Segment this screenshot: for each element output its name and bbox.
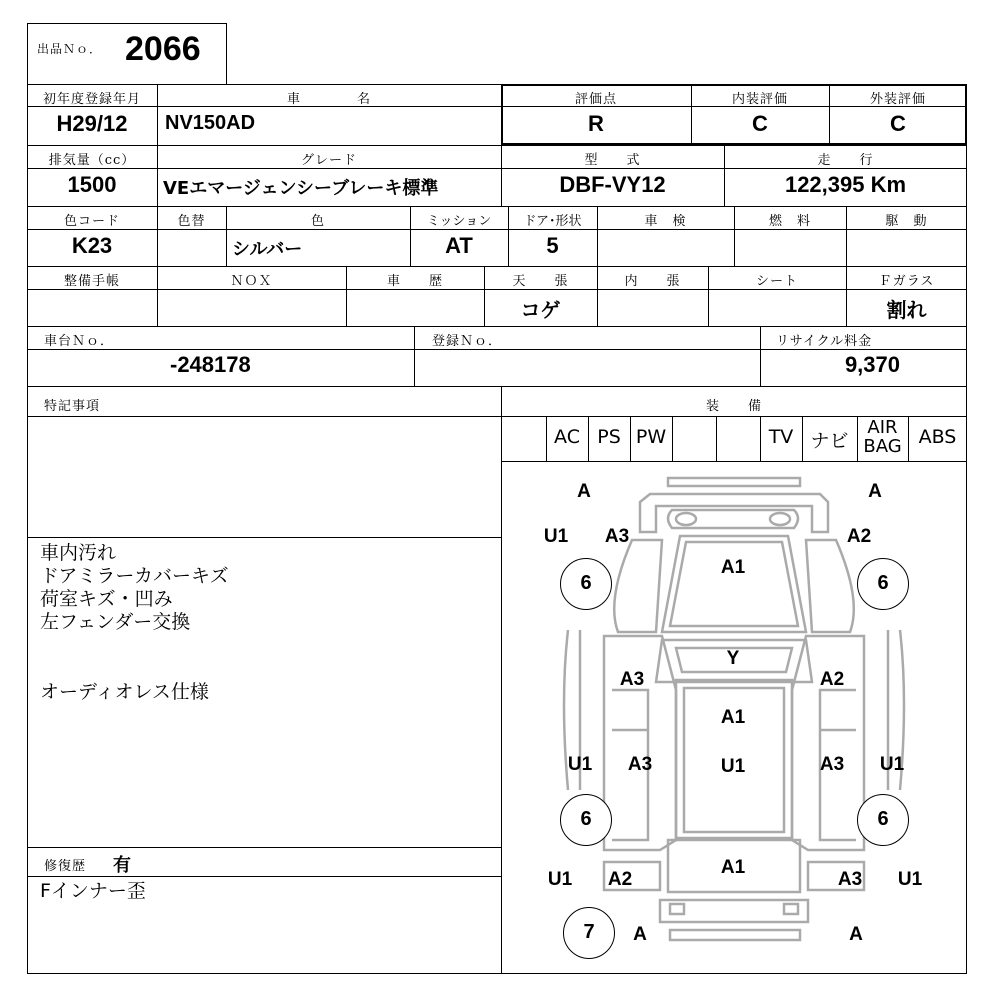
wheel-rear-right: 6 bbox=[857, 794, 909, 846]
seat-label: シート bbox=[755, 274, 798, 289]
color-label: 色 bbox=[310, 214, 325, 229]
recycle-label: リサイクル料金 bbox=[776, 334, 873, 349]
equipment-item-tv: TV bbox=[768, 426, 794, 448]
color-value: シルバー bbox=[232, 239, 303, 260]
color-code-value: K23 bbox=[71, 233, 113, 258]
equipment-item-abs: ABS bbox=[918, 426, 957, 448]
wheel-front-right: 6 bbox=[857, 558, 909, 610]
ceiling-label: 天 張 bbox=[512, 274, 569, 289]
grade-label: グレード bbox=[300, 153, 357, 168]
damage-mark: A1 bbox=[720, 707, 746, 728]
first-reg-value: H29/12 bbox=[56, 111, 128, 136]
car-name-label: 車 名 bbox=[286, 92, 371, 107]
remark-line: 左フェンダー交換 bbox=[40, 611, 191, 633]
interior-label: 内装評価 bbox=[731, 92, 788, 107]
mileage-value: 122,395 Km bbox=[784, 172, 907, 197]
history-label: 車 歴 bbox=[386, 274, 443, 289]
glass-value: 割れ bbox=[886, 298, 927, 322]
mission-value: AT bbox=[445, 233, 473, 258]
damage-mark: A2 bbox=[846, 526, 872, 547]
damage-mark: U1 bbox=[897, 869, 923, 890]
mission-label: ミッション bbox=[426, 214, 492, 229]
doors-value: 5 bbox=[546, 233, 559, 258]
damage-mark: A bbox=[868, 481, 882, 502]
damage-mark: A bbox=[577, 481, 591, 502]
ceiling-value: コゲ bbox=[520, 298, 561, 322]
damage-mark: A3 bbox=[627, 754, 653, 775]
grade-value: VEエマージェンシーブレーキ標準 bbox=[163, 178, 439, 199]
doors-label: ドア･形状 bbox=[523, 214, 582, 229]
damage-mark: A3 bbox=[837, 869, 863, 890]
remarks-label: 特記事項 bbox=[44, 399, 101, 414]
repair-value: 有 bbox=[113, 855, 131, 876]
glass-label: Ｆガラス bbox=[878, 274, 935, 289]
damage-mark: U1 bbox=[547, 869, 573, 890]
damage-mark: A1 bbox=[720, 557, 746, 578]
displacement-label: 排気量（cc） bbox=[48, 153, 136, 168]
remark-line: ドアミラーカバーキズ bbox=[40, 565, 229, 587]
damage-mark: A2 bbox=[819, 669, 845, 690]
repair-detail: Fインナー歪 bbox=[40, 880, 146, 902]
equipment-item-ps: PS bbox=[597, 426, 621, 448]
color-code-label: 色コード bbox=[63, 214, 120, 229]
nox-label: ＮＯＸ bbox=[230, 274, 273, 289]
equipment-item-pw: PW bbox=[635, 426, 667, 448]
lot-number: 2066 bbox=[125, 30, 201, 68]
wheel-front-left: 6 bbox=[560, 558, 612, 610]
remark-line: 荷室キズ・凹み bbox=[40, 588, 173, 610]
equipment-item-ac: AC bbox=[554, 426, 580, 448]
mileage-label: 走 行 bbox=[817, 153, 874, 168]
inner-label: 内 張 bbox=[624, 274, 681, 289]
chassis-label: 車台Ｎｏ． bbox=[44, 334, 115, 349]
exterior-value: C bbox=[890, 111, 906, 136]
damage-mark: U1 bbox=[567, 754, 593, 775]
damage-mark: U1 bbox=[720, 756, 746, 777]
exterior-label: 外装評価 bbox=[869, 92, 926, 107]
damage-mark: A3 bbox=[819, 754, 845, 775]
inspection-label: 車 検 bbox=[644, 214, 687, 229]
model-label: 型 式 bbox=[584, 153, 641, 168]
score-value: R bbox=[588, 111, 604, 136]
recycle-value: 9,370 bbox=[844, 352, 900, 377]
damage-mark: A3 bbox=[619, 669, 645, 690]
damage-mark: U1 bbox=[543, 526, 569, 547]
color-change-label: 色替 bbox=[177, 214, 206, 229]
car-name-value: NV150AD bbox=[165, 112, 256, 134]
equipment-item-airbag: AIR BAG bbox=[863, 417, 902, 457]
damage-mark: A bbox=[633, 924, 647, 945]
interior-value: C bbox=[752, 111, 768, 136]
registration-label: 登録Ｎｏ． bbox=[432, 334, 503, 349]
equipment-item-navi: ナビ bbox=[810, 430, 849, 452]
damage-mark: A bbox=[849, 924, 863, 945]
damage-mark: Y bbox=[726, 648, 740, 669]
damage-mark: A2 bbox=[607, 869, 633, 890]
drive-label: 駆 動 bbox=[885, 214, 928, 229]
damage-mark: A1 bbox=[720, 857, 746, 878]
remark-line: 車内汚れ bbox=[40, 542, 117, 564]
equipment-label: 装 備 bbox=[705, 399, 762, 414]
model-value: DBF-VY12 bbox=[559, 172, 666, 197]
displacement-value: 1500 bbox=[67, 172, 117, 197]
spare-wheel: 7 bbox=[563, 907, 615, 959]
remark-line: オーディオレス仕様 bbox=[40, 681, 209, 703]
damage-mark: A3 bbox=[604, 526, 630, 547]
wheel-rear-left: 6 bbox=[560, 794, 612, 846]
first-reg-label: 初年度登録年月 bbox=[42, 92, 141, 107]
fuel-label: 燃 料 bbox=[768, 214, 811, 229]
chassis-value: -248178 bbox=[170, 352, 251, 377]
repair-label: 修復歴 bbox=[44, 859, 87, 874]
score-label: 評価点 bbox=[574, 92, 617, 107]
lot-label: 出品Ｎｏ． bbox=[37, 42, 103, 56]
maintenance-label: 整備手帳 bbox=[63, 274, 120, 289]
damage-mark: U1 bbox=[879, 754, 905, 775]
